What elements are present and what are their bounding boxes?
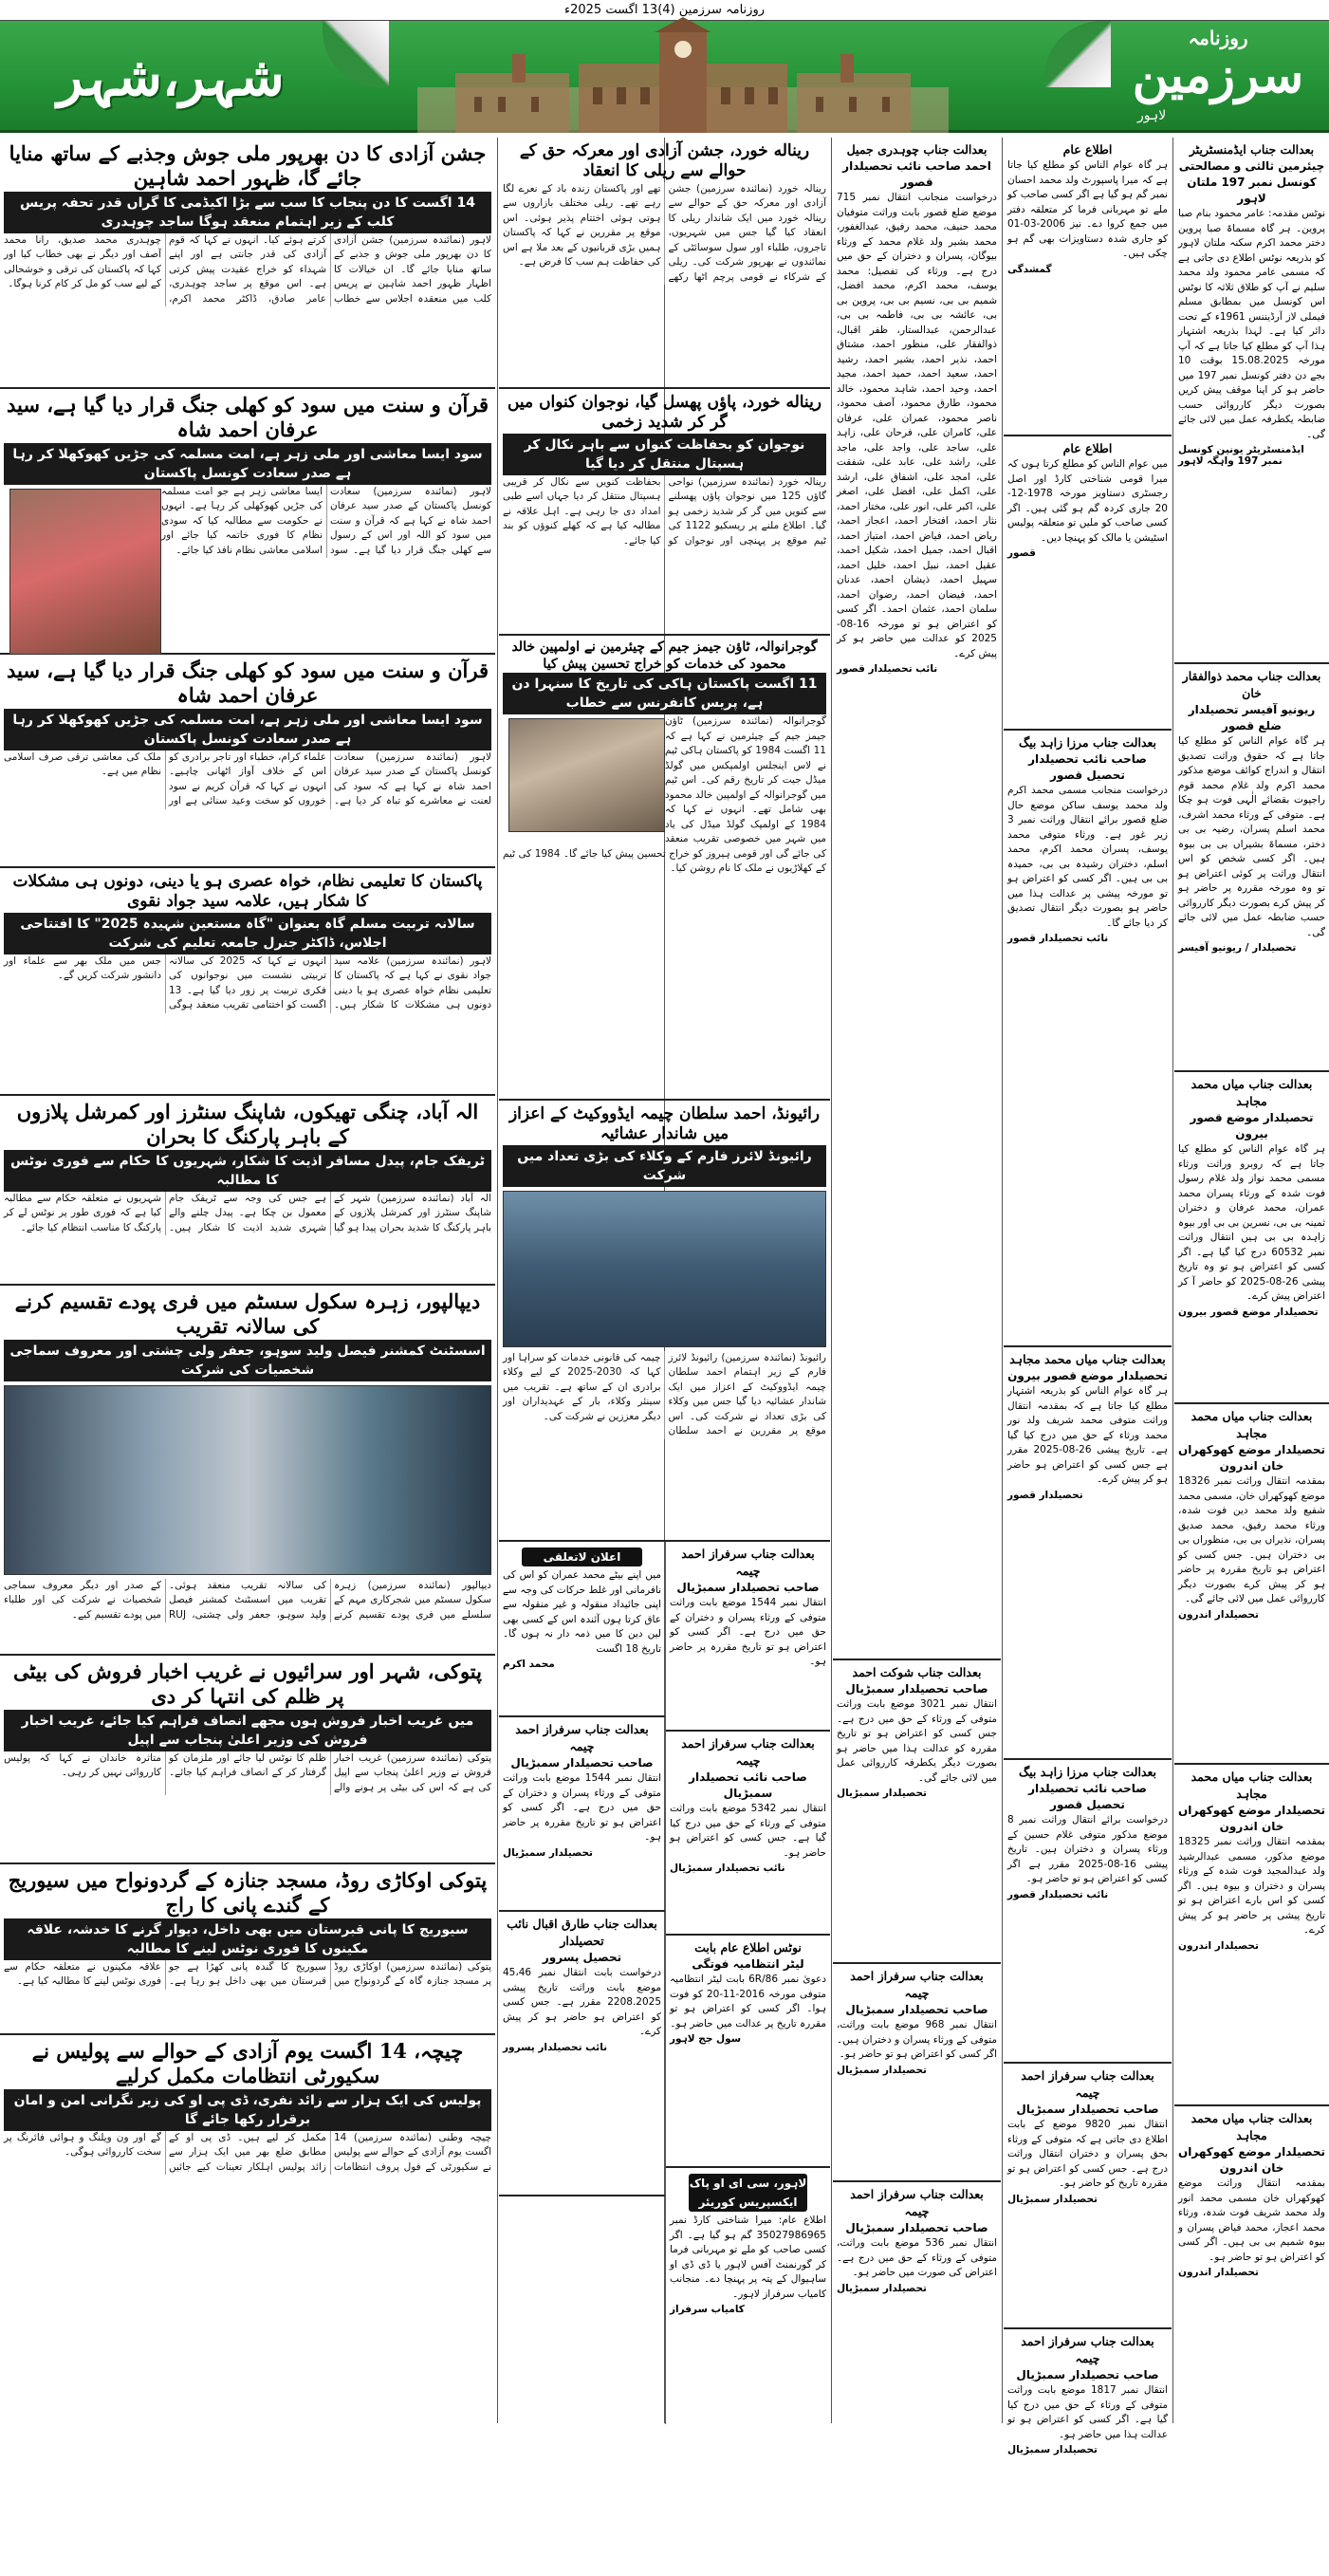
court-notice	[1004, 138, 1172, 436]
court-notice	[1174, 1072, 1329, 1404]
court-notice	[499, 1912, 665, 2196]
story-body: چیچہ وطنی (نمائندہ سرزمین) 14 اگست یوم آزادی کے حوالے سے پولیس نے سکیورٹی کے فول پروف انتظامات مکمل کر لیے ہیں۔ ڈی پی او کے مطابق ضلع بھر میں ایک ہزار سے زائد پولیس اہلکار تعینات کیے جائیں گے اور ون ویلنگ و ہوائی فائرنگ پر سخت کارروائی ہوگی۔	[4, 2131, 491, 2173]
notice-signature: نائب تحصیلدار پسرور	[503, 2041, 608, 2053]
notice-text: میں اپنے بیٹے محمد عمران کو اس کی نافرمانی اور غلط حرکات کی وجہ سے اپنی جائیداد منقولہ و غیر منقولہ سے عاق کرتا ہوں آئندہ اس کے کسی بھی لین دین کا میں ذمہ دار نہ ہوں گا۔ تاریخ 18 اگست	[503, 1569, 661, 1655]
notice-signature: تحصیلدار سمبڑیال	[503, 1846, 593, 1859]
notice-text: بمقدمہ انتقال وراثت نمبر 18325 موضع مذکور، مسمی عبدالرشید ولد عبدالمجید فوت شدہ کے ورثاء پسران و دختران و بیوہ ہیں۔ اگر کسی کو اس بارے اعتراض ہو تو تاریخ پیشی پر حاضر ہو کر پیش کرے۔	[1178, 1836, 1325, 1936]
notice-court: بعدالت جناب شوکت احمد	[852, 1665, 982, 1679]
notice-signature: تحصیلدار سمبڑیال	[837, 2282, 927, 2294]
news-story	[0, 1286, 495, 1656]
notice-court: بعدالت جناب سرفراز احمد چیمہ	[515, 1722, 649, 1753]
column-news-middle	[499, 138, 830, 2423]
story-headline: پتوکی، شہر اور سرائیوں نے غریب اخبار فروش کی بیٹی پر ظلم کی انتہا کر دی	[13, 1659, 482, 1709]
middle-notices	[499, 1542, 830, 2424]
story-headline: قرآن و سنت میں سود کو کھلی جنگ قرار دیا گیا ہے، سید عرفان احمد شاہ	[6, 658, 489, 708]
notice-signature: تحصیلدار سمبڑیال	[1007, 2193, 1098, 2205]
story-headline: چیچہ، 14 اگست یوم آزادی کے حوالے سے پولیس نے سکیورٹی انتظامات مکمل کرلیے	[31, 2039, 464, 2088]
story-body: رینالہ خورد (نمائندہ سرزمین) نواحی گاؤں 125 میں نوجوان پاؤں پھسلنے سے کنویں میں گر کر شدید زخمی ہو گیا۔ اطلاع ملنے پر ریسکیو 1122 کی ٹیم موقع پر پہنچی اور نوجوان کو بحفاظت کنویں سے نکال کر قریبی ہسپتال منتقل کر دیا جہاں اسے طبی امداد دی جا رہی ہے۔ اہل علاقہ نے مطالبہ کیا ہے کہ کھلے کنوؤں کو بند کیا جائے۔	[503, 475, 827, 547]
notice-judge: احمد صاحب نائب تحصیلدار قصور	[842, 159, 991, 189]
story-photo	[503, 1191, 826, 1347]
court-notice	[833, 1964, 1001, 2182]
notice-court: نوٹس اطلاع عام بابت	[694, 1940, 802, 1955]
notice-judge: صاحب تحصیلدار سمبڑیال	[510, 1756, 654, 1770]
notice-signature: نائب تحصیلدار قصور	[837, 663, 938, 675]
court-notice	[1174, 1765, 1329, 2106]
notice-court: بعدالت جناب میاں محمد مجاہد	[1009, 1352, 1166, 1366]
news-story	[0, 868, 495, 1096]
notice-signature: تحصیلدار سمبڑیال	[837, 1788, 927, 1799]
notice-signature: سول جج لاہور	[670, 2033, 742, 2045]
notice-text: انتقال نمبر 968 موضع بابت وراثت، متوفی کے ورثاء پسران و دختران ہیں۔ اگر کسی کو اعتراض ہو تو حاضر ہو۔	[837, 2019, 997, 2060]
newspaper-logo	[1118, 27, 1318, 127]
story-headline: ریناله خورد، پاؤں پھسل گیا، نوجوان کنواں میں گر کر شدید زخمی	[507, 393, 822, 433]
masthead	[0, 21, 1329, 133]
notice-court: بعدالت جناب طارق اقبال نائب تحصیلدار	[507, 1917, 657, 1948]
notice-signature: گمشدگی	[1007, 263, 1052, 275]
news-story	[0, 1656, 495, 1864]
notice-court: اطلاع عام	[1062, 142, 1113, 157]
page-curl-icon	[1044, 21, 1111, 87]
notice-signature: تحصیلدار اندرون	[1178, 1608, 1259, 1621]
story-subhead: اسسٹنٹ کمشنر فیصل ولید سوہو، جعفر ولی چشتی اور معروف سماجی شخصیات کی شرکت	[4, 1340, 491, 1381]
notice-signature: تحصیلدار موضع قصور بیرون	[1178, 1306, 1319, 1318]
notice-court: بعدالت جناب مرزا زاہد بیگ	[1018, 735, 1157, 750]
court-notice	[1004, 1347, 1172, 1760]
court-notice	[666, 2168, 830, 2396]
notice-court: بعدالت جناب مرزا زاہد بیگ	[1018, 1765, 1157, 1779]
story-subhead: میں غریب اخبار فروش ہوں مجھے انصاف فراہم کیا جائے، غریب اخبار فروش کی وزیر اعلیٰ پنجاب سے اپیل	[4, 1710, 491, 1751]
story-photo	[508, 718, 665, 832]
notice-court: بعدالت جناب سرفراز احمد چیمہ	[1021, 2334, 1154, 2365]
notice-text: میں عوام الناس کو مطلع کرتا ہوں کہ میرا قومی شناختی کارڈ اور اصل رجسٹری دستاویز مورخہ 1978-12-20 جاری کردہ گم ہو گئی ہیں۔ اگر کسی صاحب کو ملیں تو متعلقہ پولیس اسٹیشن یا مالک کو پہنچا دیں۔	[1007, 458, 1168, 544]
court-notice	[1004, 731, 1172, 1347]
story-headline: پتوکی اوکاڑی روڈ، مسجد جنازہ کے گردونواح میں سیوریج کے گندے پانی کا راج	[8, 1868, 488, 1918]
court-notice	[833, 1660, 1001, 1964]
notice-court: بعدالت جناب میاں محمد مجاہد	[1191, 1077, 1313, 1108]
notice-judge: تحصیلدار موضع قصور بیرون	[1190, 1111, 1314, 1140]
story-body: رینالہ خورد (نمائندہ سرزمین) جشن آزادی اور معرکہ حق کے حوالے سے رینالہ خورد میں ایک شاندار ریلی کا انعقاد کیا گیا جس میں شہریوں، تاجروں، طلباء اور سول سوسائٹی کے نمائندوں نے بھرپور شرکت کی۔ ریلی کے شرکاء نے قومی پرچم اٹھا رکھے تھے اور پاکستان زندہ باد کے نعرے لگا رہے تھے۔ ریلی مختلف بازاروں سے ہوتی ہوئی اختتام پذیر ہوئی۔ اس موقع پر مقررین نے کہا کہ پاکستان ہمیں بڑی قربانیوں کے بعد ملا ہے اس کی حفاظت ہم سب کا فرض ہے۔	[503, 182, 826, 283]
story-photo	[9, 489, 161, 655]
story-subhead: 14 اگست کا دن پنجاب کا سب سے بڑا اکیڈمی کا گراں قدر تحفہ پریس کلب کے زیر اہتمام منعقد ہوگا ساجد چوہدری	[4, 192, 491, 233]
story-subhead: نوجوان کو بحفاظت کنواں سے باہر نکال کر ہسپتال منتقل کر دیا گیا	[503, 434, 826, 475]
notice-text: ہر گاہ عوام الناس کو بذریعہ اشتہار مطلع کیا جاتا ہے کہ بمقدمہ انتقال وراثت متوفی محمد شریف ولد نور محمد ورثاء کے حق میں درج کیا گیا ہے۔ تاریخ پیشی 26-08-2025 مقرر ہے جس کسی کو اعتراض ہو حاضر ہو کر پیش کرے۔	[1007, 1385, 1169, 1485]
notice-judge: تحصیل پسرور	[542, 1951, 622, 1964]
notice-judge: تحصیلدار موضع کھوکھراں خان اندرون	[1178, 1804, 1325, 1833]
notice-court: بعدالت جناب میاں محمد مجاہد	[1191, 2111, 1313, 2142]
story-body: دیپالپور (نمائندہ سرزمین) زہرہ سکول سسٹم میں شجرکاری مہم کے سلسلے میں فری پودے تقسیم کرنے کی سالانہ تقریب منعقد ہوئی۔ تقریب میں اسسٹنٹ کمشنر فیصل ولید سوہو، جعفر ولی چشتی، RUJ کے صدر اور دیگر معروف سماجی شخصیات نے شرکت کی اور طلباء میں پودے تقسیم کیے۔	[4, 1579, 491, 1621]
notice-signature: تحصیلدار / ریونیو آفیسر	[1178, 942, 1297, 954]
news-story	[499, 636, 830, 1101]
notice-court: بعدالت جناب سرفراز احمد چیمہ	[850, 2187, 984, 2218]
column-notices-2	[1004, 138, 1172, 2456]
notice-column-a	[665, 1542, 830, 2424]
court-notice	[499, 1717, 665, 1912]
notice-judge: صاحب تحصیلدار سمبڑیال	[676, 1581, 820, 1594]
story-body: پتوکی (نمائندہ سرزمین) اوکاڑی روڈ پر مسجد جنازہ گاہ کے گردونواح میں سیوریج کا گندہ پانی کھڑا ہے جو قبرستان میں بھی داخل ہو رہا ہے۔ علاقہ مکینوں نے متعلقہ حکام سے فوری نوٹس لینے کا مطالبہ کیا ہے۔	[4, 1960, 491, 1987]
story-headline: رائیونڈ، احمد سلطان چیمہ ایڈووکیٹ کے اعزاز میں شاندار عشائیہ	[508, 1104, 821, 1144]
story-headline: الہ آباد، چنگی تھیکوں، شاپنگ سنٹرز اور کمرشل پلازوں کے باہر پارکنگ کا بحران	[16, 1100, 479, 1149]
ad-label: اعلان لاتعلقی	[522, 1547, 642, 1566]
story-body: لاہور (نمائندہ سرزمین) جشن آزادی کا دن بھرپور ملی جوش و جذبے کے ساتھ منایا جائے گا۔ ان خیالات کا اظہار ظہور احمد شاہین نے پریس کلب میں منعقدہ اجلاس سے خطاب کرتے ہوئے کیا۔ انہوں نے کہا کہ قوم آزادی کی قدر جانتی ہے اور اپنے شہداء کو خراج عقیدت پیش کرتی ہے۔ اس موقع پر ساجد چوہدری، عامر صادق، ڈاکٹر محمد اکرم، چوہدری محمد صدیق، رانا محمد آصف اور دیگر نے بھی خطاب کیا اور کہا کہ پاکستان کی ترقی و خوشحالی کے لیے سب کو مل کر کام کرنا ہوگا۔	[4, 233, 491, 305]
notice-text: بمقدمہ انتقال وراثت نمبر 18326 موضع کھوکھراں خان، مسمی محمد شفیع ولد محمد دین فوت شدہ، ورثاء محمد رفیق، محمد صدیق پسران، نذیراں بی بی، منظوراں بی بی دختران ہیں۔ جس کسی کو اعتراض ہو تاریخ مقررہ پر حاضر ہو کر پیش کرے بصورت دیگر کارروائی عمل میں لائی جائے گی۔	[1177, 1475, 1325, 1604]
notice-court: بعدالت جناب سرفراز احمد چیمہ	[681, 1547, 815, 1578]
news-story	[0, 2035, 495, 2225]
notice-judge: تحصیلدار موضع کھوکھراں خان اندرون	[1178, 1443, 1325, 1473]
notice-judge: چیئرمین ثالثی و مصالحتی کونسل نمبر 197 ملتان لاہور	[1178, 159, 1325, 205]
notice-text: درخواست برائے انتقال وراثت نمبر 8 موضع مذکور متوفی غلام حسین کے ورثاء پسران و دختران ہیں۔ تاریخ پیشی 16-08-2025 مقرر ہے اگر کسی کو اعتراض ہو تو حاضر ہو۔	[1007, 1814, 1168, 1884]
notice-text: دعویٰ نمبر 6R/86 بابت لیٹر انتظامیہ متوفی مورخہ 2016-11-20 کو فوت ہوا۔ اگر کسی کو اعتراض ہو تو مقررہ تاریخ پر عدالت میں حاضر ہو۔	[670, 1974, 826, 2029]
court-notice	[666, 1936, 830, 2168]
news-story	[0, 1864, 495, 2035]
notice-judge: صاحب نائب تحصیلدار تحصیل قصور	[1028, 752, 1147, 782]
news-story	[0, 389, 495, 655]
story-headline: گوجرانوالہ، ٹاؤن جیمز جیم کے چیئرمین نے اولمپین خالد محمود کی خدمات کو خراج تحسین پیش کیا	[511, 639, 818, 672]
notice-text: انتقال نمبر 536 موضع بابت وراثت، متوفی کے ورثاء کے حق میں درج ہے۔ اعتراض کی صورت میں حاضر ہو۔	[837, 2237, 997, 2278]
story-subhead: سود ایسا معاشی اور ملی زہر ہے، امت مسلمہ کی جڑیں کھوکھلا کر رہا ہے صدر سعادت کونسل پاکستان	[4, 443, 491, 485]
notice-court: اطلاع عام	[1062, 441, 1113, 455]
court-notice	[833, 138, 1001, 1660]
page-curl-icon	[323, 21, 389, 87]
notice-signature: تحصیلدار سمبڑیال	[1007, 2444, 1098, 2456]
story-subhead: ٹریفک جام، پیدل مسافر اذیت کا شکار، شہریوں کا حکام سے فوری نوٹس کا مطالبہ	[4, 1150, 491, 1192]
dateline: روزنامہ سرزمین (4)13 اگست 2025ء	[0, 0, 1329, 21]
notice-signature: محمد اکرم	[503, 1659, 555, 1670]
notice-judge: تحصیلدار موضع کھوکھراں خان اندرون	[1178, 2145, 1325, 2175]
story-subhead: 11 اگست پاکستان ہاکی کی تاریخ کا سنہرا دن ہے، پریس کانفرنس سے خطاب	[503, 673, 826, 714]
notice-text: بمقدمہ انتقال وراثت موضع کھوکھراں خان مسمی محمد انور ولد محمد شریف فوت شدہ، ورثاء محمد اعجاز، محمد فیاض پسران و بیوہ شمیم بی بی ہیں۔ اگر کسی کو اعتراض ہو تو حاضر ہو۔	[1178, 2178, 1325, 2263]
notice-judge: صاحب تحصیلدار سمبڑیال	[1016, 2368, 1159, 2381]
story-subhead: پولیس کی ایک ہزار سے زائد نفری، ڈی پی او کی زیر نگرانی امن و امان برقرار رکھا جائے گا	[4, 2089, 491, 2131]
news-story	[499, 138, 830, 389]
notice-court: بعدالت جناب ایڈمنسٹریٹر	[1189, 142, 1315, 157]
notice-court: بعدالت جناب سرفراز احمد چیمہ	[1021, 2068, 1154, 2100]
court-notice	[666, 1732, 830, 1936]
notice-text: انتقال نمبر 3021 موضع بابت وراثت متوفی کے ورثاء کے حق میں درج ہے۔ جس کسی کو اعتراض ہو تو تاریخ مقررہ کو عدالت ہذا میں حاضر ہو بصورت دیگر یکطرفہ کارروائی عمل میں لائی جائے گی۔	[837, 1698, 998, 1784]
column-notices-1	[1174, 138, 1329, 2423]
notice-column-b	[499, 1542, 665, 2424]
story-subhead: رائیونڈ لائرز فارم کے وکلاء کی بڑی تعداد میں شرکت	[503, 1145, 826, 1187]
notice-signature: نائب تحصیلدار قصور	[1007, 1888, 1109, 1900]
column-news-main	[0, 138, 495, 2423]
notice-text: ہر گاہ عوام الناس کو مطلع کیا جاتا ہے کہ میرا پاسپورٹ ولد محمد احسان نمبر گم ہو گیا ہے اگر کسی صاحب کو ملے تو مہربانی فرما کر متعلقہ دفتر میں جمع کروا دے۔ نیز 2006-03-01 کو جاری شدہ دستاویزات بھی گم ہو چکی ہیں۔	[1007, 159, 1168, 259]
notice-court: بعدالت جناب سرفراز احمد چیمہ	[681, 1736, 815, 1768]
disclaimer-ad	[499, 1542, 665, 1717]
court-notice	[1174, 664, 1329, 1072]
notice-judge: صاحب نائب تحصیلدار تحصیل قصور	[1028, 1782, 1147, 1811]
notice-court: بعدالت جناب چوہدری جمیل	[846, 142, 988, 157]
story-body: لاہور (نمائندہ سرزمین) سعادت کونسل پاکستان کے صدر سید عرفان احمد شاہ نے کہا ہے کہ قرآن و سنت میں سود کو اللہ اور اس کے رسول سے کھلی جنگ قرار دیا گیا ہے۔ سود ایسا معاشی زہر ہے جو امت مسلمہ کی جڑیں کھوکھلی کر رہا ہے۔ انہوں نے حکومت سے مطالبہ کیا کہ سودی نظام کا فوری خاتمہ کیا جائے اور اسلامی معاشی نظام نافذ کیا جائے۔	[161, 485, 491, 556]
notice-signature: نائب تحصیلدار سمبڑیال	[670, 1863, 785, 1874]
story-headline: قرآن و سنت میں سود کو کھلی جنگ قرار دیا گیا ہے، سید عرفان احمد شاہ	[6, 393, 489, 442]
section-title: شہر،شہر	[57, 46, 285, 108]
court-notice	[1004, 2064, 1172, 2329]
notice-signature: ایڈمنسٹریٹر یونین کونسل نمبر 197 واہگہ لاہور	[1178, 444, 1304, 467]
notice-signature: قصور	[1007, 547, 1036, 559]
notice-court: بعدالت جناب میاں محمد مجاہد	[1191, 1770, 1313, 1801]
notice-text: درخواست منجانب مسمی محمد اکرم ولد محمد یوسف ساکن موضع حال ضلع قصور برائے انتقال وراثت نمبر 3 زیر غور ہے۔ ورثاء متوفی محمد یوسف، پسران محمد اکرم، محمد اسلم، دختران رشیدہ بی بی، حمیدہ بی بی ہیں۔ اگر کسی کو اعتراض ہو تو مورخہ پیشی پر عدالت ہذا میں حاضر ہو بصورت دیگر انتقال تصدیق کر دیا جائے گا۔	[1007, 785, 1168, 929]
story-body: الہ آباد (نمائندہ سرزمین) شہر کے شاپنگ سنٹرز اور کمرشل پلازوں کے باہر پارکنگ کا شدید بحران پیدا ہو گیا ہے جس کی وجہ سے ٹریفک جام معمول بن چکا ہے۔ پیدل چلنے والے شہری شدید اذیت کا شکار ہیں۔ شہریوں نے متعلقہ حکام سے مطالبہ کیا ہے کہ فوری طور پر نوٹس لے کر پارکنگ کا مناسب انتظام کیا جائے۔	[4, 1192, 491, 1233]
story-subhead: سالانہ تربیت مسلم گاہ بعنوان "گاہ مستعین شہیدہ 2025" کا افتتاحی اجلاس، ڈاکٹر جنرل جامعہ تعلیم کی شرکت	[4, 913, 491, 954]
court-notice	[1174, 138, 1329, 664]
story-headline: دیپالپور، زہرہ سکول سسٹم میں فری پودے تقسیم کرنے کی سالانہ تقریب	[14, 1289, 481, 1339]
court-notice	[666, 1542, 830, 1732]
court-notice	[1004, 2329, 1172, 2576]
notice-text: انتقال نمبر 5342 موضع بابت وراثت متوفی کے ورثاء کے حق میں درج کیا گیا ہے۔ جس کسی کو اعتراض ہو حاضر ہو۔	[670, 1803, 826, 1859]
notice-court: بعدالت جناب سرفراز احمد چیمہ	[850, 1969, 984, 2000]
notice-judge: تحصیلدار موضع قصور بیرون	[1007, 1369, 1168, 1382]
notice-text: درخواست منجانب انتقال نمبر 715 موضع ضلع قصور بابت وراثت متوفیان محمد حنیف، محمد رفیق، عبدالغفور، محمد بشیر ولد غلام محمد کے ورثاء بیوگان، پسران و دختران کے حق میں درج ہے۔ ورثاء کی تفصیل: محمد یوسف، محمد اکرم، محمد افضل، شمیم بی بی، نسیم بی بی، پروین بی بی، عائشہ بی بی، فاطمہ بی بی، عبدالرحمن، عبدالستار، ظفر اقبال، ذوالفقار علی، منظور احمد، مشتاق احمد، نذیر احمد، بشیر احمد، رشید احمد، سعید احمد، حمید احمد، مجید احمد، وحید احمد، شاہد محمود، خالد محمود، طارق محمود، آصف محمود، ناصر محمود، عمران علی، عرفان علی، کامران علی، فرحان علی، زاہد علی، ساجد علی، واجد علی، ماجد علی، راشد علی، عابد علی، شفقت علی، امجد علی، اشفاق علی، ارشد علی، اکمل علی، افضل علی، اصغر علی، اکبر علی، انور علی، مختار احمد، نثار احمد، افتخار احمد، اعجاز احمد، ریاض احمد، فیاض احمد، امتیاز احمد، اقبال احمد، جمیل احمد، شکیل احمد، عقیل احمد، نبیل احمد، خلیل احمد، سہیل احمد، ذیشان احمد، عدنان احمد، فیضان احمد، رضوان احمد، سلمان احمد، عثمان احمد۔ اگر کسی کو اعتراض ہو تو مورخہ 16-08-2025 کو عدالت میں حاضر ہو کر پیش کرے۔	[837, 192, 997, 659]
logo-top: روزنامہ	[1188, 27, 1248, 49]
notice-signature: کامیاب سرفراز	[670, 2304, 745, 2315]
notice-text: نوٹس مقدمہ: عامر محمود بنام صبا پروین۔ ہر گاہ مسماۃ صبا پروین دختر محمد اکرم سکنہ ملتان لاہور کو بذریعہ نوٹس اطلاع دی جاتی ہے کہ مسمی عامر محمود ولد محمد سلیم نے آپ کو طلاق ثلاثہ کا نوٹس اس کونسل میں بمطابق مسلم فیملی لاز آرڈیننس 1961ء کے تحت دائر کیا ہے۔ لہذا بذریعہ اشتہار ہذا آپ کو مطلع کیا جاتا ہے کہ آپ مورخہ 15.08.2025 بوقت 10 بجے دن دفتر کونسل نمبر 197 میں حاضر ہو کر اپنا موقف پیش کریں بصورت دیگر کارروائی حسب ضابطہ یکطرفہ عمل میں لائی جائے گی۔	[1178, 208, 1325, 440]
notice-text: انتقال نمبر 1544 موضع بابت وراثت متوفی کے ورثاء پسران و دختران کے حق میں درج ہے۔ اگر کسی کو اعتراض ہو تو تاریخ مقررہ پر حاضر ہو۔	[503, 1772, 661, 1843]
story-headline: جشن آزادی کا دن بھرپور ملی جوش وجذبے کے ساتھ منایا جائے گا، ظہور احمد شاہین	[9, 141, 487, 191]
notice-judge: صاحب تحصیلدار سمبڑیال	[845, 2003, 988, 2016]
notice-signature: تحصیلدار قصور	[1007, 1489, 1083, 1501]
news-story	[499, 389, 830, 636]
story-body: رائیونڈ (نمائندہ سرزمین) رائیونڈ لائرز فارم کے زیر اہتمام احمد سلطان چیمہ ایڈووکیٹ کے اعزاز میں ایک شاندار عشائیہ دیا گیا جس میں وکلاء کی بڑی تعداد نے شرکت کی۔ اس موقع پر مقررین نے احمد سلطان چیمہ کی قانونی خدمات کو سراہا اور کہا کہ 2030-2025 کے لیے وکلاء برادری ان کے ساتھ ہے۔ تقریب میں سینئر وکلاء، بار کے عہدیداران اور دیگر معززین نے شرکت کی۔	[503, 1351, 826, 1436]
notice-court: بعدالت جناب محمد ذوالفقار خان	[1182, 669, 1321, 700]
notice-text: انتقال نمبر 1544 موضع بابت وراثت متوفی کے ورثاء پسران و دختران کے حق میں درج ہے۔ اگر کسی کو اعتراض ہو تو تاریخ مقررہ پر حاضر ہو۔	[670, 1597, 826, 1667]
ad-label: لاہور، سی ای او پاک ایکسپریس کوریئر	[689, 2174, 807, 2212]
notice-signature: تحصیلدار سمبڑیال	[837, 2064, 927, 2076]
story-body: پتوکی (نمائندہ سرزمین) غریب اخبار فروش نے وزیر اعلیٰ پنجاب سے اپیل کی ہے کہ اس کی بیٹی پر ہونے والے ظلم کا نوٹس لیا جائے اور ملزمان کو گرفتار کر کے انصاف فراہم کیا جائے۔ متاثرہ خاندان نے کہا کہ پولیس کارروائی نہیں کر رہی۔	[4, 1751, 491, 1793]
notice-judge: لیٹر انتظامیہ فوتگی	[692, 1957, 804, 1971]
notice-text: انتقال نمبر 9820 موضع کے بابت اطلاع دی جاتی ہے کہ متوفی کے ورثاء بحق پسران و دختران انتقال وراثت درج ہے۔ جس کسی کو اعتراض ہو تو مقررہ تاریخ کو حاضر ہو۔	[1007, 2119, 1168, 2189]
notice-judge: ریونیو آفیسر تحصیلدار ضلع قصور	[1188, 703, 1316, 732]
logo-main: سرزمین	[1132, 46, 1304, 104]
story-headline: ریناله خورد، جشن آزادی اور معرکہ حق کے حوالے سے ریلی کا انعقاد	[519, 141, 810, 181]
court-notice	[1004, 436, 1172, 731]
story-subhead: سود ایسا معاشی اور ملی زہر ہے، امت مسلمہ کی جڑیں کھوکھلا کر رہا ہے صدر سعادت کونسل پاکستان	[4, 709, 491, 751]
story-photo	[4, 1385, 491, 1575]
story-body: لاہور (نمائندہ سرزمین) سعادت کونسل پاکستان کے صدر سید عرفان احمد شاہ نے کہا ہے کہ سود کی لعنت نے معاشرے کو تباہ کر دیا ہے۔ علماء کرام، خطباء اور تاجر برادری کو اس کے خلاف آواز اٹھانی چاہیے۔ انہوں نے کہا کہ قرآن کریم نے سود خوروں کو سخت وعید سنائی ہے اور ملک کی معاشی ترقی صرف اسلامی نظام میں ہے۔	[4, 751, 491, 806]
court-notice	[1174, 2106, 1329, 2419]
story-body: لاہور (نمائندہ سرزمین) علامہ سید جواد نقوی نے کہا ہے کہ پاکستان کا تعلیمی نظام خواہ عصری ہو یا دینی دونوں ہی مشکلات کا شکار ہیں۔ انہوں نے کہا کہ 2025 کی سالانہ تربیتی نشست میں نوجوانوں کی فکری تربیت پر زور دیا گیا ہے۔ 13 اگست کو اختتامی تقریب منعقد ہوگی جس میں ملک بھر سے علماء اور دانشور شرکت کریں گے۔	[4, 954, 491, 1010]
court-notice	[1004, 1760, 1172, 2064]
story-subhead: سیوریج کا پانی قبرستان میں بھی داخل، دیوار گرنے کا خدشہ، علاقہ مکینوں کا فوری نوٹس لینے کا مطالبہ	[4, 1918, 491, 1960]
notice-judge: صاحب نائب تحصیلدار سمبڑیال	[689, 1770, 807, 1800]
news-story	[0, 655, 495, 868]
notice-text: اطلاع عام: میرا شناختی کارڈ نمبر 35027986965 گم ہو گیا ہے۔ اگر کسی صاحب کو ملے تو مہربانی فرما کر گورنمنٹ آفس لاہور یا ڈی ڈی او ساہیوال کے پتہ پر پہنچا دے۔ منجانب کامیاب سرفراز لاہور۔	[670, 2215, 826, 2300]
story-body: گوجرانوالہ (نمائندہ سرزمین) ٹاؤن جیمز جیم کے چیئرمین نے کہا ہے کہ 11 اگست 1984 کو پاکستان ہاکی ٹیم نے لاس اینجلس اولمپکس میں گولڈ میڈل جیت کر تاریخ رقم کی۔ اس ٹیم میں گوجرانوالہ کے اولمپین خالد محمود بھی شامل تھے۔ انہوں نے کہا کہ 1984 کے اولمپک گولڈ میڈل کی یاد میں شہر میں خصوصی تقریب منعقد کی جائے گی اور قومی ہیروز کو خراج تحسین پیش کیا جائے گا۔ 1984 کی ٹیم کے کھلاڑیوں نے ملک کا نام روشن کیا۔	[503, 715, 826, 874]
notice-signature: نائب تحصیلدار قصور	[1007, 933, 1109, 944]
news-story	[499, 1101, 830, 1542]
news-story	[0, 1096, 495, 1286]
notice-court: بعدالت جناب میاں محمد مجاہد	[1191, 1409, 1313, 1440]
news-story	[0, 138, 495, 389]
notice-judge: صاحب تحصیلدار سمبڑیال	[1016, 2103, 1159, 2116]
notice-text: ہر گاہ عوام الناس کو مطلع کیا جاتا ہے کہ روبرو وراثت ورثاء مسمی محمد نواز ولد غلام رسول فوت شدہ کے ورثاء پسران محمد عمران، محمد عرفان و دختران ثمینہ بی بی، نسرین بی بی اور بیوہ زاہدہ بی بی ہیں انتقال وراثت نمبر 60532 درج کیا گیا ہے۔ اگر کسی کو اعتراض ہو تو وہ تاریخ پیشی 26-08-2025 کو حاضر آ کر اعتراض پیش کرے۔	[1178, 1143, 1325, 1302]
court-notice	[833, 2182, 1001, 2419]
logo-city: لاہور	[1137, 108, 1167, 123]
building-icon	[417, 21, 949, 133]
notice-judge: صاحب تحصیلدار سمبڑیال	[845, 1682, 988, 1696]
notice-text: ہر گاہ عوام الناس کو مطلع کیا جاتا ہے کہ حقوق وراثت تصدیق انتقال و اندراج کوائف موضع مذکور محمد اکرم ولد غلام محمد قوم راجپوت بقضائے الٰہی فوت ہو چکا ہے۔ متوفی کے ورثاء محمد اشرف، محمد اسلم پسران، رضیہ بی بی دختر، مسماۃ بشیراں بی بی بیوہ ہیں۔ اگر کسی شخص کو اس انتقال وراثت پر کوئی اعتراض ہو تو وہ مورخہ مقررہ پر حاضر ہو کر پیش کرے بصورت دیگر کارروائی حسب ضابطہ عمل میں لائی جائے گی۔	[1178, 735, 1325, 938]
court-notice	[1174, 1404, 1329, 1765]
notice-text: درخواست بابت انتقال نمبر 45،46 موضع بابت وراثت تاریخ پیشی 2208.2025 مقرر ہے۔ جس کسی کو اعتراض ہو حاضر ہو کر پیش کرے۔	[503, 1967, 661, 2037]
story-headline: پاکستان کا تعلیمی نظام، خواہ عصری ہو یا دینی، دونوں ہی مشکلات کا شکار ہیں، علامہ سید جواد نقوی	[12, 872, 483, 912]
notice-text: انتقال نمبر 1817 موضع بابت وراثت متوفی کے ورثاء کے حق میں درج کیا گیا ہے۔ اگر کسی کو اعتراض ہو تو عدالت ہذا میں حاضر ہو۔	[1007, 2384, 1169, 2440]
notice-judge: صاحب تحصیلدار سمبڑیال	[845, 2221, 988, 2234]
column-notices-3	[833, 138, 1001, 2423]
notice-signature: تحصیلدار اندرون	[1178, 2267, 1259, 2278]
notice-signature: تحصیلدار اندرون	[1178, 1939, 1259, 1952]
